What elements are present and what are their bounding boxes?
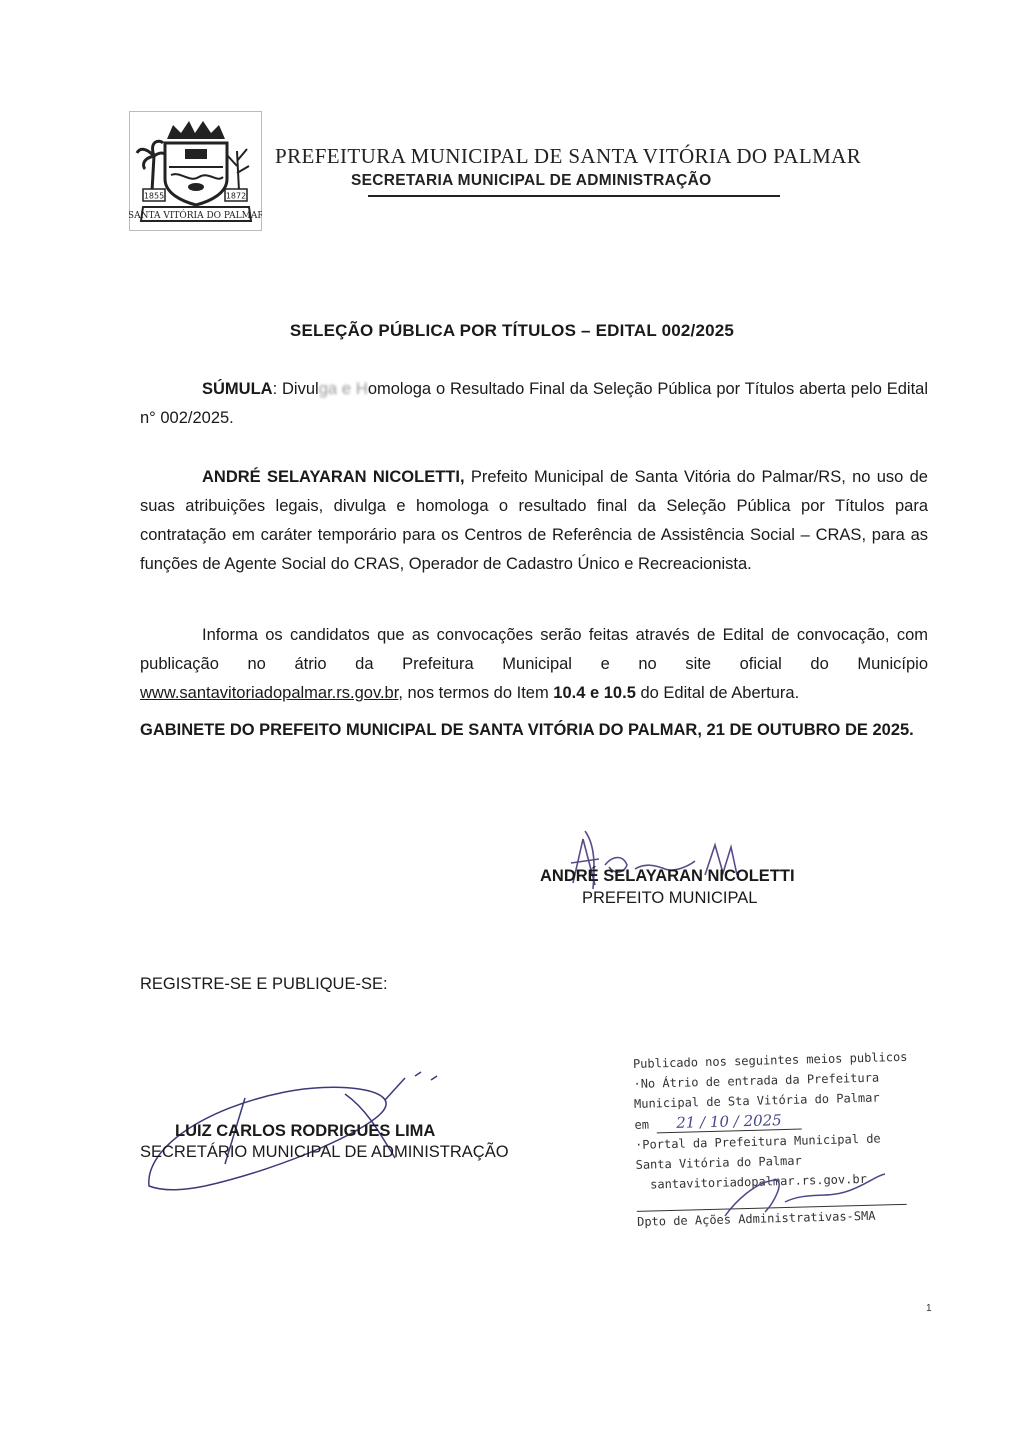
secretary-name: LUIZ CARLOS RODRIGUES LIMA: [175, 1122, 436, 1140]
stamp-line-1: Publicado nos seguintes meios publicos: [632, 1049, 908, 1071]
sumula-label: SÚMULA: [202, 380, 273, 398]
body2-items: 10.4 e 10.5: [553, 684, 636, 702]
body-paragraph-1: [140, 463, 928, 579]
stamp-line-8: Dpto de Ações Administrativas-SMA: [636, 1208, 876, 1229]
sumula-paragraph: [140, 375, 928, 433]
stamp-line-2: ·No Átrio de entrada da Prefeitura: [633, 1070, 880, 1091]
crest-year-right: 1872: [225, 191, 247, 201]
municipal-crest: [129, 111, 262, 231]
body2-post: do Edital de Abertura.: [635, 684, 800, 702]
stamp-signature-icon: [715, 1172, 895, 1222]
sumula-obscured: ga e H: [318, 380, 368, 398]
mayor-name-inline: ANDRÉ SELAYARAN NICOLETTI,: [202, 468, 465, 486]
document-heading: SELEÇÃO PÚBLICA POR TÍTULOS – EDITAL 002/2025: [289, 321, 735, 340]
crest-banner-text: SANTA VITÓRIA DO PALMAR: [129, 211, 262, 221]
mayor-role: PREFEITO MUNICIPAL: [582, 889, 758, 907]
mayor-name: ANDRÉ SELAYARAN NICOLETTI: [540, 867, 795, 885]
sumula-post: omologa o Resultado Final da Seleção Pública por Títulos aberta pelo Edital n° 002/2025.: [140, 380, 928, 427]
body2-mid: , nos termos do Item: [398, 684, 554, 702]
secretary-role: SECRETÁRIO MUNICIPAL DE ADMINISTRAÇÃO: [140, 1143, 509, 1161]
sumula-pre: : Divul: [272, 380, 319, 398]
stamp-line-6: Santa Vitória do Palmar: [635, 1153, 802, 1172]
header-rule: [368, 195, 780, 197]
gabinete-line: GABINETE DO PREFEITO MUNICIPAL DE SANTA VITÓRIA DO PALMAR, 21 DE OUTUBRO DE 2025.: [140, 721, 914, 739]
body-paragraph-2: [140, 621, 928, 708]
crest-year-left: 1855: [143, 191, 165, 201]
crest-icon: [129, 111, 262, 231]
header-subtitle: SECRETARIA MUNICIPAL DE ADMINISTRAÇÃO: [351, 172, 712, 189]
registre-line: REGISTRE-SE E PUBLIQUE-SE:: [140, 975, 388, 993]
stamp-line-5: ·Portal da Prefeitura Municipal de: [634, 1131, 881, 1152]
stamp-line-7: santavitoriadopalmar.rs.gov.br: [649, 1171, 868, 1192]
stamp-date: 21 / 10 / 2025: [656, 1111, 802, 1134]
stamp-line-3: Municipal de Sta Vitória do Palmar: [633, 1090, 880, 1111]
page-number: 1: [926, 1303, 932, 1314]
website-link[interactable]: www.santavitoriadopalmar.rs.gov.br: [140, 684, 399, 702]
body1-text: Prefeito Municipal de Santa Vitória do Palmar/RS, no uso de suas atribuições legais, divulga e homologa o resultado final da Seleção Pública por Títulos para contratação em caráter temporário para os Centros de Referência de Assistência Social – CRAS, para as funções de Agente Social do CRAS, Operador de Cadastro Único e Recreacionista.: [140, 468, 928, 573]
stamp-date-label: em: [634, 1117, 650, 1132]
header-title: PREFEITURA MUNICIPAL DE SANTA VITÓRIA DO PALMAR: [275, 144, 862, 168]
body2-pre: Informa os candidatos que as convocações serão feitas através de Edital de convocação, com publicação no átrio da Prefeitura Municipal e no site oficial do Município: [140, 626, 928, 673]
